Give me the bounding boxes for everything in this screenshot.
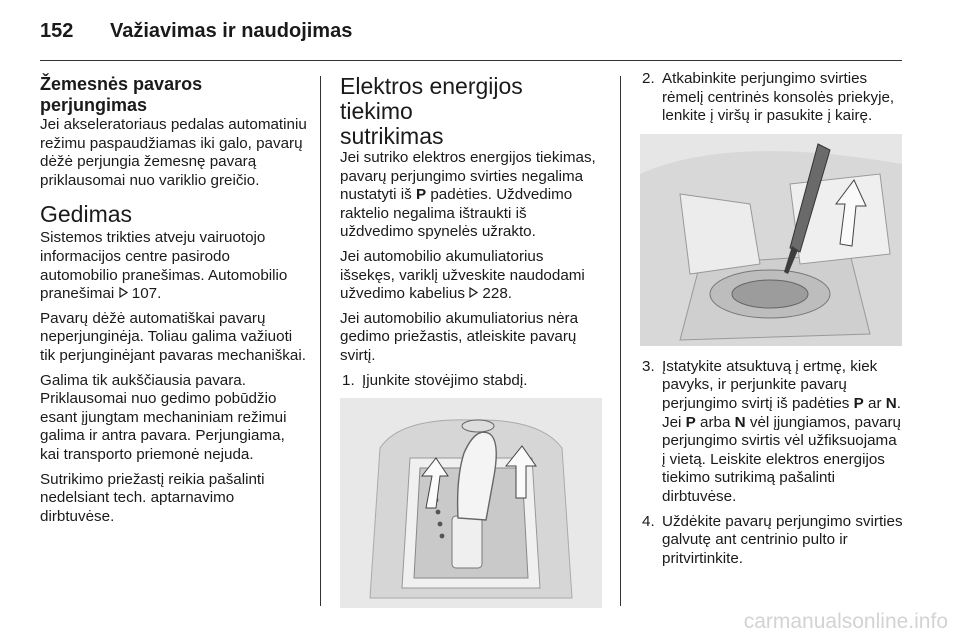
screwdriver-console-illustration (640, 134, 902, 346)
column-1 (40, 70, 308, 532)
heading-fault: Gedimas (40, 201, 133, 228)
paragraph-power-failure: Jei sutriko elektros energijos tiekimas, pavarų perjungimo svirties negalima nustatyti iš P padėties. Uždvedimo raktelio negalima ištraukti iš uždvedimo spynelės užrakto. (340, 149, 596, 241)
page-reference-icon[interactable] (469, 285, 478, 304)
page-reference[interactable]: 228. (482, 285, 512, 303)
paragraph-repair: Sutrikimo priežastį reikia pašalinti nedelsiant tech. aptarnavimo dirbtuvėse. (40, 470, 265, 525)
column-2 (340, 70, 602, 620)
chapter-title: Važiavimas ir naudojimas (110, 20, 353, 42)
paragraph-release-lever: Jei automobilio akumuliatorius nėra gedimo priežastis, atleiskite pavarų svirtį. (340, 309, 579, 364)
step-1: 1. Įjunkite stovėjimo stabdį. (342, 371, 528, 389)
gear-lever-illustration (340, 398, 602, 608)
column-divider-1 (320, 76, 321, 606)
watermark: carmanualsonline.info (743, 610, 948, 633)
paragraph-lower-gears: Jei akseleratoriaus pedalas automatiniu režimu paspaudžiamas iki galo, pavarų dėžė perjungia žemesnę pavarą priklausomai nuo variklio greičio. (40, 116, 307, 189)
step-3: 3. Įstatykite atsuktuvą į ertmę, kiek pavyks, ir perjunkite pavarų perjungimo svirtį iš padėties P ar N. Jei P arba N vėl įjungiamos, pavarų perjungimo svirtis vėl užfiksuojama į vietą. Leiskite elektros energijos tiekimo sutrikimą pašalinti dirbtuvėse. (642, 357, 901, 505)
column-divider-2 (620, 76, 621, 606)
paragraph-manual-shift: Pavarų dėžė automatiškai pavarų neperjunginėja. Toliau galima važiuoti tik perjunginėjant pavaras mechaniškai. (40, 309, 306, 364)
paragraph-highest-gear: Galima tik aukščiausia pavara. Priklausomai nuo gedimo pobūdžio esant įjungtam mechaniniam režimui galima ir antra pavara. Perjungiama, kai transporto priemonė nejuda. (40, 371, 287, 463)
column-3 (640, 70, 904, 574)
paragraph-battery-jump: Jei automobilio akumuliatorius išsekęs, variklį užveskite naudodami užvedimo kabelius 228. (340, 247, 585, 303)
heading-power-failure: Elektros energijos tiekimo sutrikimas (340, 73, 523, 149)
step-2: 2. Atkabinkite perjungimo svirties rėmelį centrinės konsolės priekyje, lenkite į viršų ir pasukite į kairę. (642, 70, 895, 125)
heading-lower-gears: Žemesnės pavaros perjungimas (40, 74, 203, 115)
page-number: 152 (40, 20, 74, 42)
step-4: 4. Uždėkite pavarų perjungimo svirties galvutę ant centrinio pulto ir pritvirtinkite. (642, 512, 903, 567)
page-reference[interactable]: 107. (131, 285, 162, 303)
header-rule (40, 60, 902, 61)
paragraph-fault-message: Sistemos trikties atveju vairuotojo informacijos centre pasirodo automobilio pranešimas. Automobilio pranešimai 107. (40, 229, 288, 303)
page-reference-icon[interactable] (119, 285, 128, 304)
